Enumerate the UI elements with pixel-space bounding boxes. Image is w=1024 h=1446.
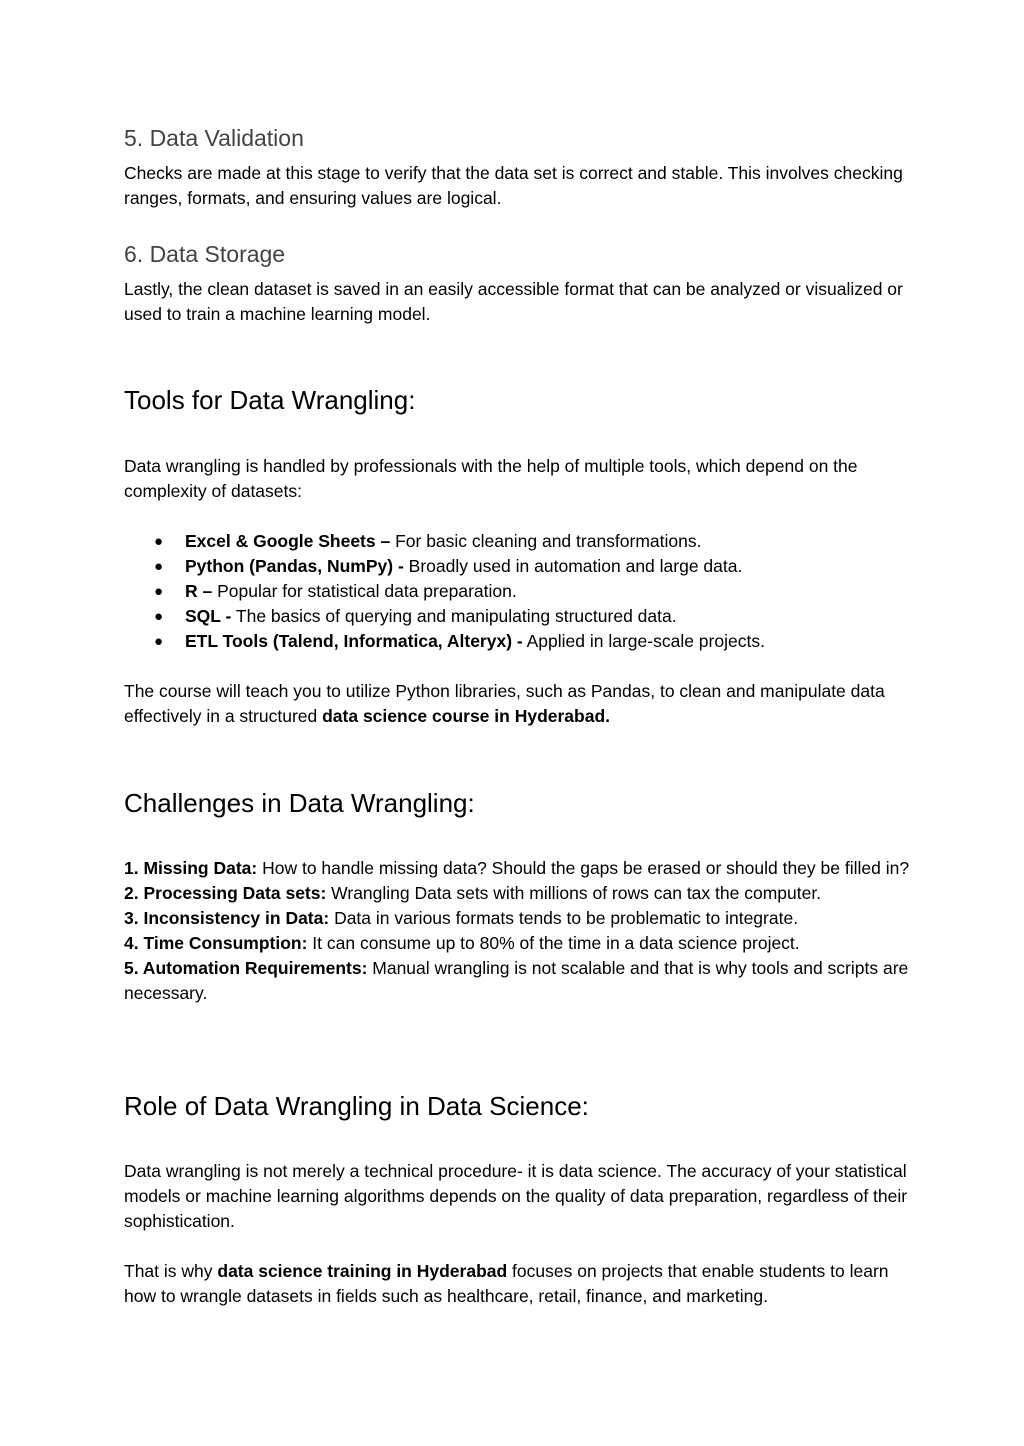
bullet-icon: ● xyxy=(154,558,164,575)
closing-post: focuses on projects that enable students to learn how to wrangle datasets in fields such as healthcare, retail, finance, and marketing. xyxy=(124,1261,889,1306)
heading-challenges: Challenges in Data Wrangling: xyxy=(124,788,475,818)
paragraph-role: Data wrangling is not merely a technical procedure- it is data science. The accuracy of your statistical models or machine learning algorithms depends on the quality of data preparation, regardless of their sophistication. xyxy=(124,1161,908,1231)
tool-desc: The basics of querying and manipulating structured data. xyxy=(231,606,677,626)
tool-desc: Applied in large-scale projects. xyxy=(522,631,765,651)
challenge-desc: It can consume up to 80% of the time in a data science project. xyxy=(307,933,800,953)
challenge-title: 1. Missing Data: xyxy=(124,858,258,878)
list-item xyxy=(124,604,914,629)
paragraph-role-closing xyxy=(124,1259,914,1309)
bullet-icon: ● xyxy=(154,608,164,625)
heading-role: Role of Data Wrangling in Data Science: xyxy=(124,1091,589,1121)
paragraph-data-storage: Lastly, the clean dataset is saved in an easily accessible format that can be analyzed or visualized or used to train a machine learning model. xyxy=(124,279,903,324)
section-data-validation xyxy=(124,124,914,211)
challenge-desc: How to handle missing data? Should the gaps be erased or should they be filled in? xyxy=(257,858,910,878)
section-data-storage xyxy=(124,240,914,327)
heading-data-validation: 5. Data Validation xyxy=(124,125,304,151)
challenges-list xyxy=(124,856,914,1006)
list-item xyxy=(124,906,914,931)
paragraph-tools-outro xyxy=(124,679,914,729)
list-item xyxy=(124,856,914,881)
challenge-title: 2. Processing Data sets: xyxy=(124,883,327,903)
list-item xyxy=(124,529,914,554)
tool-desc: Broadly used in automation and large data. xyxy=(403,556,743,576)
outro-text: The course will teach you to utilize Python libraries, such as Pandas, to clean and manipulate data effectively in a structured xyxy=(124,681,885,726)
tool-name: ETL Tools (Talend, Informatica, Alteryx) - xyxy=(185,631,523,651)
challenge-desc: Wrangling Data sets with millions of rows can tax the computer. xyxy=(326,883,822,903)
tool-desc: For basic cleaning and transformations. xyxy=(390,531,702,551)
heading-tools: Tools for Data Wrangling: xyxy=(124,385,416,415)
paragraph-data-validation: Checks are made at this stage to verify that the data set is correct and stable. This involves checking ranges, formats, and ensuring values are logical. xyxy=(124,163,903,208)
tool-name: Excel & Google Sheets – xyxy=(185,531,391,551)
list-item xyxy=(124,579,914,604)
tool-name: Python (Pandas, NumPy) - xyxy=(185,556,404,576)
section-tools xyxy=(124,384,914,416)
closing-pre: That is why xyxy=(124,1261,218,1281)
challenge-desc: Data in various formats tends to be problematic to integrate. xyxy=(329,908,799,928)
challenge-title: 5. Automation Requirements: xyxy=(124,958,368,978)
section-role xyxy=(124,1090,914,1122)
challenge-title: 4. Time Consumption: xyxy=(124,933,308,953)
list-item xyxy=(124,554,914,579)
bullet-icon: ● xyxy=(154,633,164,650)
tool-desc: Popular for statistical data preparation. xyxy=(212,581,517,601)
tools-list xyxy=(124,529,914,654)
paragraph-tools-intro: Data wrangling is handled by professionals with the help of multiple tools, which depend on the complexity of datasets: xyxy=(124,456,858,501)
list-item xyxy=(124,931,914,956)
bullet-icon: ● xyxy=(154,583,164,600)
outro-bold: data science course in Hyderabad. xyxy=(322,706,611,726)
tool-name: SQL - xyxy=(185,606,232,626)
list-item xyxy=(124,881,914,906)
heading-data-storage: 6. Data Storage xyxy=(124,241,286,267)
list-item xyxy=(124,629,914,654)
tool-name: R – xyxy=(185,581,213,601)
closing-bold: data science training in Hyderabad xyxy=(217,1261,508,1281)
bullet-icon: ● xyxy=(154,533,164,550)
section-challenges xyxy=(124,787,914,819)
challenge-title: 3. Inconsistency in Data: xyxy=(124,908,330,928)
challenge-desc: Manual wrangling is not scalable and that is why tools and scripts are necessary. xyxy=(124,958,909,1003)
list-item xyxy=(124,956,914,1006)
